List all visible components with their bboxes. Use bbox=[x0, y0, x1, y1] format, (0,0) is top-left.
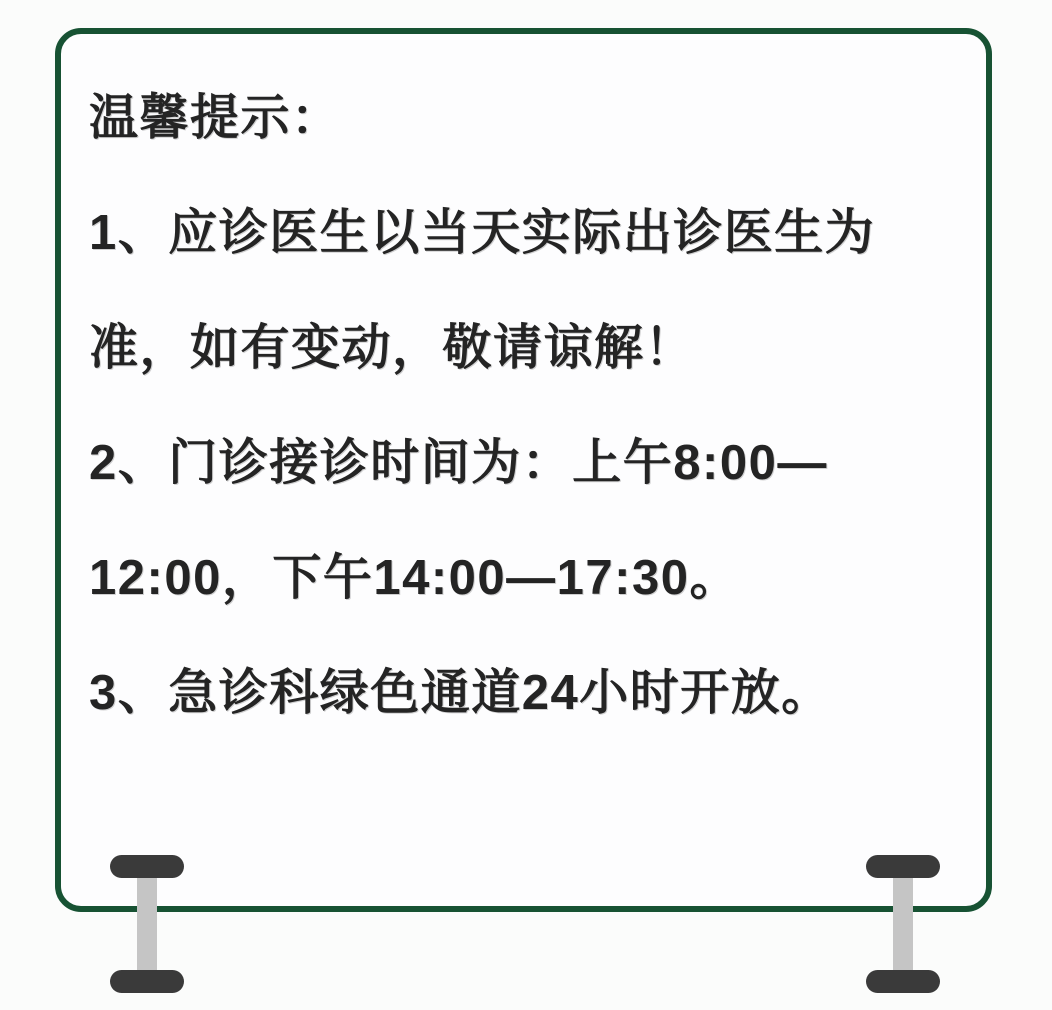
notice-line: 12:00，下午14:00—17:30。 bbox=[89, 551, 740, 605]
notice-line: 3、急诊科绿色通道24小时开放。 bbox=[89, 666, 832, 720]
sign-stand-leg-left bbox=[110, 855, 184, 993]
leg-cap-top bbox=[110, 855, 184, 878]
sign-stand-leg-right bbox=[866, 855, 940, 993]
notice-line: 2、门诊接诊时间为：上午8:00— bbox=[89, 436, 828, 490]
leg-cap-bottom bbox=[866, 970, 940, 993]
leg-cap-top bbox=[866, 855, 940, 878]
leg-bar bbox=[137, 865, 157, 984]
notice-title: 温馨提示： bbox=[89, 91, 342, 145]
leg-bar bbox=[893, 865, 913, 984]
leg-cap-bottom bbox=[110, 970, 184, 993]
notice-board-card bbox=[55, 28, 992, 912]
notice-line: 1、应诊医生以当天实际出诊医生为 bbox=[89, 206, 876, 260]
notice-line: 准，如有变动，敬请谅解！ bbox=[89, 321, 696, 375]
notice-text-block bbox=[89, 61, 970, 751]
